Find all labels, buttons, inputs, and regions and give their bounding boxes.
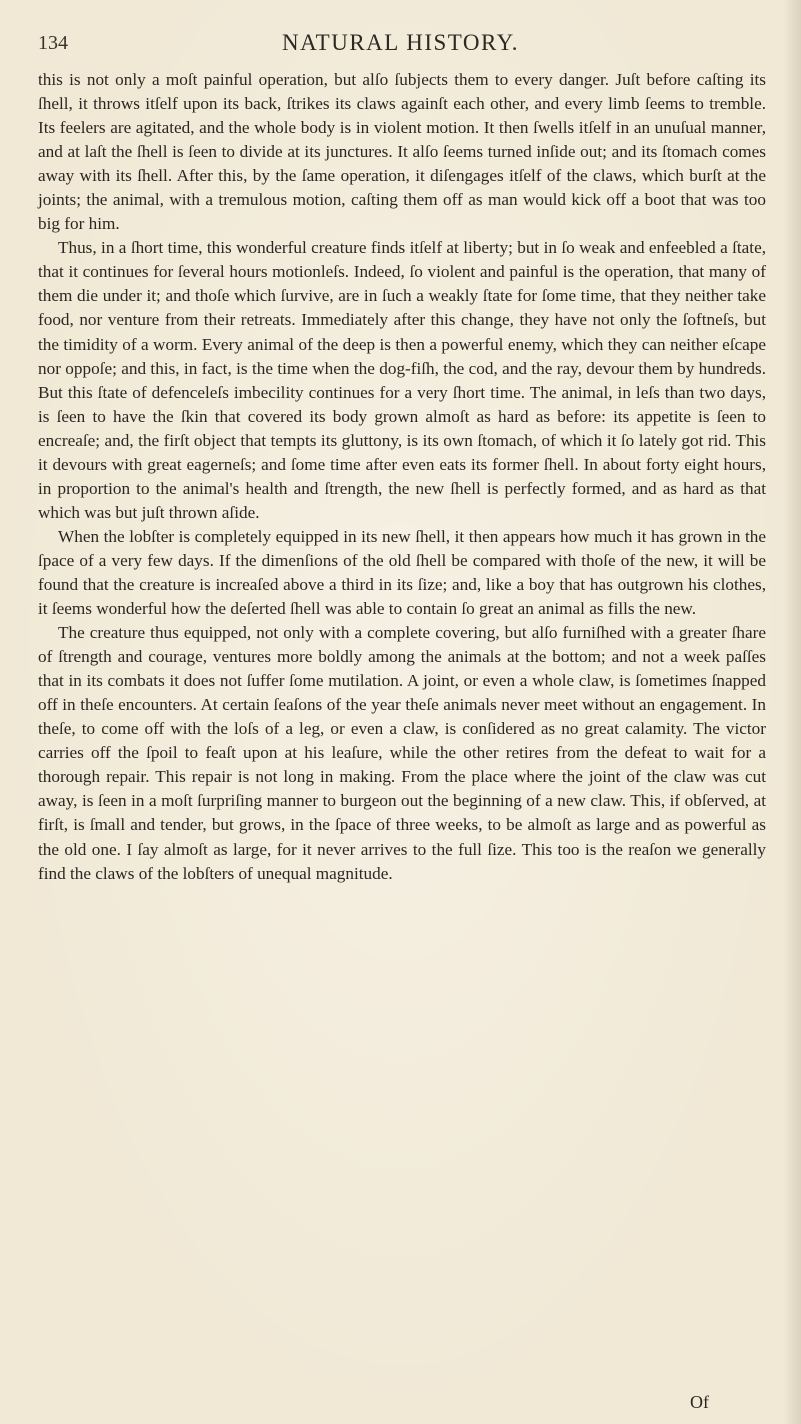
page-edge-shadow <box>783 0 801 1424</box>
catchword: Of <box>690 1392 709 1412</box>
paragraph-4: The creature thus equipped, not only with a complete covering, but alſo furniſhed with a greater ſhare of ſtrength and courage, ventures more boldly among the animals at the bottom; and not a week paſſes that in its combats it does not ſuffer ſome mutilation. A joint, or even a whole claw, is ſometimes ſnapped off in theſe encounters. At certain ſeaſons of the year theſe animals never meet without an engagement. In theſe, to come off with the loſs of a leg, or even a claw, is conſidered as no great calamity. The victor carries off the ſpoil to feaſt upon at his leaſure, while the other retires from the defeat to wait for a thorough repair. This repair is not long in making. From the place where the joint of the claw was cut away, is ſeen in a moſt ſurpriſing manner to burgeon out the beginning of a new claw. This, if obſerved, at firſt, is ſmall and tender, but grows, in the ſpace of three weeks, to be almoſt as large and as powerful as the old one. I ſay almoſt as large, for it never arrives to the full ſize. This too is the reaſon we generally find the claws of the lobſters of unequal magnitude. <box>38 623 766 883</box>
page-header <box>0 30 801 60</box>
paragraph-3: When the lobſter is completely equipped in its new ſhell, it then appears how much it has grown in the ſpace of a very few days. If the dimenſions of the old ſhell be compared with thoſe of the new, it will be found that the creature is increaſed above a third in its ſize; and, like a boy that has outgrown his clothes, it ſeems wonderful how the deſerted ſhell was able to contain ſo great an animal as fills the new. <box>38 526 766 619</box>
running-title: NATURAL HISTORY. <box>282 30 519 55</box>
paragraph-1: this is not only a moſt painful operation, but alſo ſubjects them to every danger. Juſt before caſting its ſhell, it throws itſelf upon its back, ſtrikes its claws againſt each other, and every limb ſeems to tremble. Its feelers are agitated, and the whole body is in violent motion. It then ſwells itſelf in an unuſual manner, and at laſt the ſhell is ſeen to divide at its junctures. It alſo ſeems turned inſide out; and its ſtomach comes away with its ſhell. After this, by the ſame operation, it diſengages itſelf of the claws, which burſt at the joints; the animal, with a tremulous motion, caſting them off as man would kick off a boot that was too big for him. <box>38 70 766 234</box>
paragraph-2: Thus, in a ſhort time, this wonderful creature finds itſelf at liberty; but in ſo weak and enfeebled a ſtate, that it continues for ſeveral hours motionleſs. Indeed, ſo violent and painful is the operation, that many of them die under it; and thoſe which ſurvive, are in ſuch a weakly ſtate for ſome time, that they neither take food, nor venture from their retreats. Immediately after this change, they have not only the ſoftneſs, but the timidity of a worm. Every animal of the deep is then a powerful enemy, which they can neither eſcape nor oppoſe; and this, in fact, is the time when the dog-fiſh, the cod, and the ray, devour them by hundreds. But this ſtate of defenceleſs imbecility continues for a very ſhort time. The animal, in leſs than two days, is ſeen to have the ſkin that covered its body grown almoſt as hard as before: its appetite is ſeen to encreaſe; and, the firſt object that tempts its gluttony, is its own ſtomach, of which it ſo lately got rid. This it devours with great eagerneſs; and ſome time after even eats its former ſhell. In about forty eight hours, in proportion to the animal's health and ſtrength, the new ſhell is perfectly formed, and as hard as that which was but juſt thrown aſide. <box>38 238 766 522</box>
page-number: 134 <box>38 32 68 54</box>
body-text <box>38 68 766 886</box>
